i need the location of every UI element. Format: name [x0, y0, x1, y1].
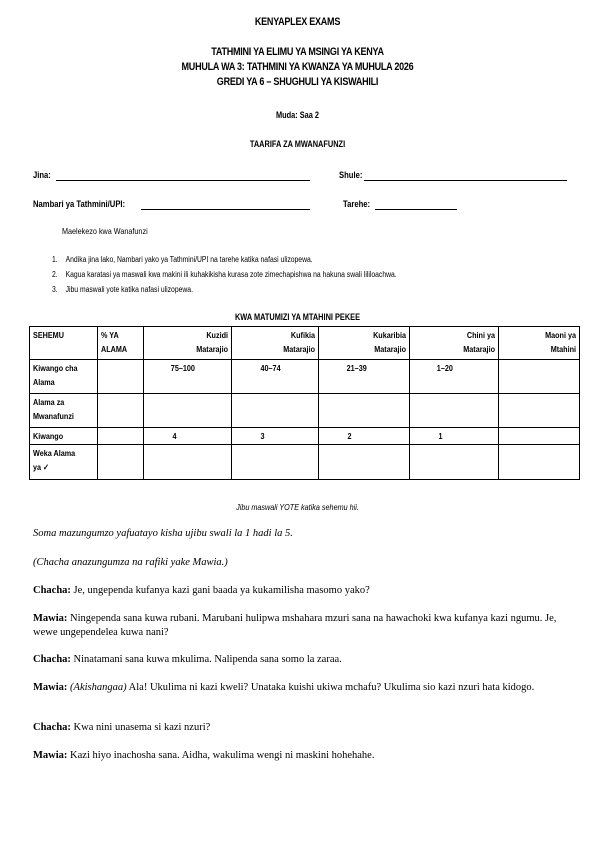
- column-header: Chini ya Matarajio: [410, 327, 499, 360]
- table-cell: 3: [232, 428, 319, 445]
- student-info-heading: TAARIFA ZA MWANAFUNZI: [249, 139, 346, 149]
- table-cell[interactable]: [410, 394, 499, 428]
- speaker-name: Mawia:: [33, 682, 68, 693]
- dialogue-text: Ala! Ukulima ni kazi kweli? Unataka kuishi ukiwa mchafu? Ukulima sio kazi nzuri hata kidogo.: [128, 682, 535, 693]
- speaker-name: Chacha:: [33, 654, 71, 665]
- row-label: Weka Alama ya ✓: [30, 445, 98, 480]
- dialogue-line: [33, 749, 573, 763]
- instruction-item: 3. Jibu maswali yote katika nafasi ulizopewa.: [52, 285, 193, 294]
- table-cell[interactable]: [319, 445, 410, 480]
- table-cell[interactable]: [98, 445, 144, 480]
- date-label: Tarehe:: [343, 199, 371, 209]
- speaker-name: Mawia:: [33, 613, 68, 624]
- table-cell: 21–39: [319, 360, 410, 394]
- passage-intro: Soma mazungumzo yafuatayo kisha ujibu swali la 1 hadi la 5.: [33, 528, 293, 539]
- table-cell[interactable]: [499, 445, 580, 480]
- dialogue-text: Je, ungependa kufanya kazi gani baada ya kukamilisha masomo yako?: [73, 585, 370, 596]
- section-note: Jibu maswali YOTE katika sehemu hii.: [236, 502, 359, 512]
- column-header: % YA ALAMA: [98, 327, 144, 360]
- exam-title-line2: MUHULA WA 3: TATHMINI YA KWANZA YA MUHULA 2026: [181, 61, 414, 73]
- dialogue-text: Kazi hiyo inachosha sana. Aidha, wakulima wengi ni maskini hohehahe.: [70, 750, 375, 761]
- assessment-number-field[interactable]: [141, 209, 310, 210]
- speaker-name: Mawia:: [33, 750, 68, 761]
- column-header: Kukaribia Matarajio: [319, 327, 410, 360]
- table-cell[interactable]: [410, 445, 499, 480]
- column-header: Kufikia Matarajio: [232, 327, 319, 360]
- instruction-item: 1. Andika jina lako, Nambari yako ya Tathmini/UPI na tarehe katika nafasi ulizopewa.: [52, 255, 313, 264]
- assessment-number-label: Nambari ya Tathmini/UPI:: [33, 199, 126, 209]
- dialogue-line: [33, 584, 573, 598]
- dialogue-line: [33, 721, 573, 735]
- dialogue-line: [33, 612, 573, 639]
- table-cell: [98, 428, 144, 445]
- table-cell[interactable]: [319, 394, 410, 428]
- stage-direction: (Chacha anazungumza na rafiki yake Mawia.): [33, 557, 228, 568]
- table-row: [30, 394, 580, 428]
- row-label: Kiwango cha Alama: [30, 360, 98, 394]
- table-cell[interactable]: [144, 394, 232, 428]
- instructions-heading: Maelekezo kwa Wanafunzi: [62, 226, 148, 236]
- dialogue-aside: (Akishangaa): [70, 682, 127, 693]
- table-cell: [499, 428, 580, 445]
- table-cell: [98, 360, 144, 394]
- exam-title-line1: TATHMINI YA ELIMU YA MSINGI YA KENYA: [211, 46, 384, 58]
- table-cell[interactable]: [232, 394, 319, 428]
- table-header-row: [30, 327, 580, 360]
- table-cell: 40–74: [232, 360, 319, 394]
- table-row: [30, 445, 580, 480]
- name-label: Jina:: [33, 170, 51, 180]
- dialogue-text: Ningependa sana kuwa rubani. Marubani hulipwa mshahara mzuri sana na hawachoki kwa kufanya kazi ngumu. Je, wewe ungependelea kuwa nani?: [33, 613, 557, 638]
- table-cell: [499, 360, 580, 394]
- table-cell: 75–100: [144, 360, 232, 394]
- table-row: [30, 428, 580, 445]
- row-label: Alama za Mwanafunzi: [30, 394, 98, 428]
- table-cell: 1: [410, 428, 499, 445]
- column-header: Maoni ya Mtahini: [499, 327, 580, 360]
- dialogue-text: Kwa nini unasema si kazi nzuri?: [73, 722, 211, 733]
- school-field[interactable]: [364, 180, 567, 181]
- marks-table: [29, 326, 580, 480]
- speaker-name: Chacha:: [33, 722, 71, 733]
- table-row: [30, 360, 580, 394]
- table-cell: 1–20: [410, 360, 499, 394]
- table-cell[interactable]: [144, 445, 232, 480]
- column-header: Kuzidi Matarajio: [144, 327, 232, 360]
- table-cell[interactable]: [232, 445, 319, 480]
- name-field[interactable]: [56, 180, 310, 181]
- date-field[interactable]: [375, 209, 457, 210]
- dialogue-text: Ninatamani sana kuwa mkulima. Nalipenda sana somo la zaraa.: [73, 654, 342, 665]
- dialogue-line: [33, 653, 573, 667]
- row-label: Kiwango: [30, 428, 98, 445]
- dialogue-line: [33, 681, 573, 695]
- speaker-name: Chacha:: [33, 585, 71, 596]
- table-cell[interactable]: [98, 394, 144, 428]
- table-cell[interactable]: [499, 394, 580, 428]
- duration: Muda: Saa 2: [275, 110, 320, 120]
- column-header: SEHEMU: [30, 327, 98, 360]
- table-cell: 4: [144, 428, 232, 445]
- exam-title-line3: GREDI YA 6 – SHUGHULI YA KISWAHILI: [216, 76, 379, 88]
- org-title: KENYAPLEX EXAMS: [254, 16, 341, 28]
- school-label: Shule:: [339, 170, 363, 180]
- instruction-item: 2. Kagua karatasi ya maswali kwa makini ili kuhakikisha kurasa zote zimechapishwa na hakuna swali lililoachwa.: [52, 270, 397, 279]
- table-cell: 2: [319, 428, 410, 445]
- examiner-use-heading: KWA MATUMIZI YA MTAHINI PEKEE: [234, 312, 361, 322]
